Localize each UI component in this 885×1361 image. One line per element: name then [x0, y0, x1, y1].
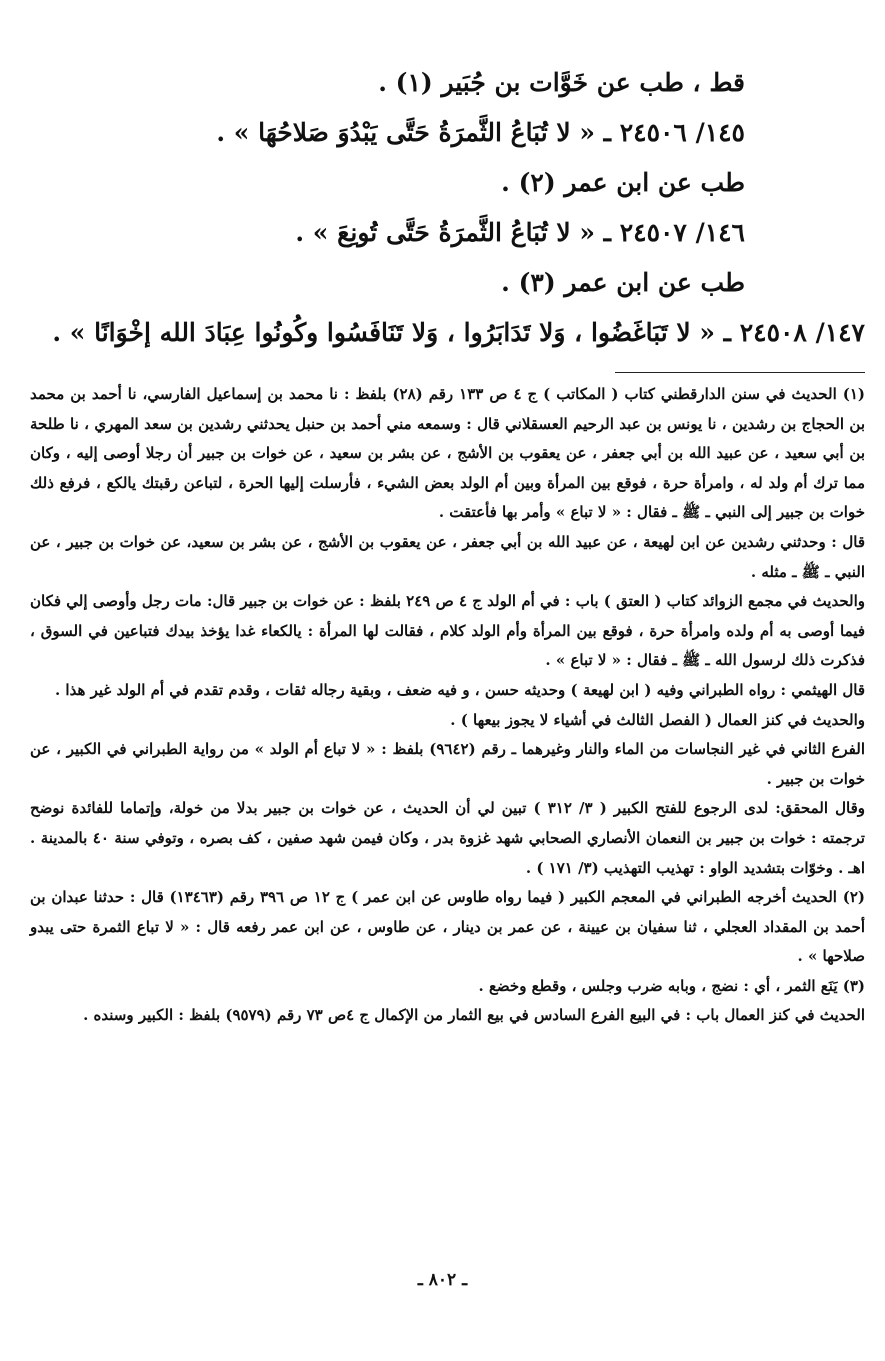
hadith-147: ١٤٧/ ٢٤٥٠٨ ـ « لا تَبَاغَضُوا ، وَلا تَدَابَرُوا ، وَلا تَنَافَسُوا وكُونُوا عِبَادَ الله إخْوَانًا » . — [52, 318, 865, 347]
footnote-1: (١) الحديث في سنن الدارقطني كتاب ( المكاتب ) ج ٤ ص ١٣٣ رقم (٢٨) بلفظ : نا محمد بن إسماعيل الفارسي، نا أحمد بن محمد بن الحجاج بن رشدين ، نا يونس بن عبد الرحيم العسقلاني قال : وسمعه مني أحمد بن حنبل يحدثني رشدين بن سعد المهري ، نا طلحة بن أبي سعيد ، عن عبيد الله بن أبي جعفر ، عن يعقوب بن الأشج ، عن بشر بن سعيد ، عن خوات بن جبير أن رجلا أوصى إليه ، وكان مما ترك أم ولد له ، وامرأة حرة ، فوقع بين المرأة وبين أم الولد بعض الشيء ، فأرسلت إليها الحرة ، لتباعن رقبتك يالكع ، فرفع ذلك خوات بن جبير إلى النبي ـ ﷺ ـ فقال : « لا تباع » وأمر بها فأعتقت . — [30, 385, 865, 522]
footnote-3-para: الحديث في كنز العمال باب : في البيع الفرع السادس في بيع الثمار من الإكمال ج ٤ص ٧٣ رقم (٩٥٧٩) بلفظ : الكبير وسنده . — [83, 1006, 865, 1025]
footnote-1-para: والحديث في كنز العمال ( الفصل الثالث في أشياء لا يجوز بيعها ) . — [450, 710, 865, 729]
main-line: طب عن ابن عمر (٣) . — [501, 268, 745, 297]
footnote-2: (٢) الحديث أخرجه الطبراني في المعجم الكبير ( فيما رواه طاوس عن ابن عمر ) ج ١٢ ص ٣٩٦ رقم (١٣٤٦٣) قال : حدثنا عبدان بن أحمد بن المقداد العجلي ، ثنا سفيان بن عيينة ، عن عمر بن دينار ، عن طاوس ، عن ابن عمر رفعه قال : « لا تباع الثمرة حتى يبدو صلاحها » . — [30, 888, 865, 966]
main-text — [30, 58, 865, 358]
hadith-146: ١٤٦/ ٢٤٥٠٧ ـ « لا تُبَاعُ الثَّمرَةُ حَتَّى تُونِعَ » . — [295, 218, 745, 247]
footnote-divider — [615, 372, 865, 373]
main-line: طب عن ابن عمر (٢) . — [501, 168, 745, 197]
hadith-145: ١٤٥/ ٢٤٥٠٦ ـ « لا تُبَاعُ الثَّمرَةُ حَتَّى يَبْدُوَ صَلاحُهَا » . — [216, 118, 745, 147]
footnote-1-para: الفرع الثاني في غير النجاسات من الماء والنار وغيرهما ـ رقم (٩٦٤٢) بلفظ : « لا تباع أم الولد » من رواية الطبراني في الكبير ، عن خوات بن جبير . — [30, 740, 865, 788]
page-number: ـ ٨٠٢ ـ — [417, 1270, 468, 1290]
footnote-1-para: قال الهيثمي : رواه الطبراني وفيه ( ابن لهيعة ) وحديثه حسن ، و فيه ضعف ، وبقية رجاله ثقات ، وقدم تقدم في أم الولد غير هذا . — [54, 680, 865, 699]
footnote-1-para: قال : وحدثني رشدين عن ابن لهيعة ، عن عبيد الله بن أبي جعفر ، عن يعقوب بن الأشج ، عن بشر بن سعيد، عن خوات بن جبير ، عن النبي ـ ﷺ ـ مثله . — [30, 532, 865, 581]
footnote-1-para: والحديث في مجمع الزوائد كتاب ( العتق ) باب : في أم الولد ج ٤ ص ٢٤٩ بلفظ : عن خوات بن جبير قال: مات رجل وأوصى إلي فكان فيما أوصى به أم ولده وامرأة حرة ، فوقع بين المرأة وأم الولد كلام ، فقالت لها المرأة : يالكعاء غدا يؤخذ بيدك فتباعين في السوق ، فذكرت ذلك لرسول الله ـ ﷺ ـ فقال : « لا تباع » . — [30, 592, 865, 670]
footnote-3: (٣) يَنَع الثمر ، أي : نضج ، وبابه ضرب وجلس ، وقطع وخضع . — [478, 976, 865, 995]
footnotes — [30, 380, 865, 1031]
footnote-1-para: وقال المحقق: لدى الرجوع للفتح الكبير ( ٣/ ٣١٢ ) تبين لي أن الحديث ، عن خوات بن جبير بدلا من خولة، وإتماما للفائدة نوضح ترجمته : خوات بن جبير بن النعمان الأنصاري الصحابي شهد غزوة بدر ، وكان فيمن شهد صفين ، كف بصره ، وتوفي سنة ٤٠ بالمدينة . اهـ . وخوّات بتشديد الواو : تهذيب التهذيب (٣/ ١٧١ ) . — [30, 799, 865, 877]
main-line: قط ، طب عن خَوَّات بن جُبَير (١) . — [378, 68, 745, 97]
